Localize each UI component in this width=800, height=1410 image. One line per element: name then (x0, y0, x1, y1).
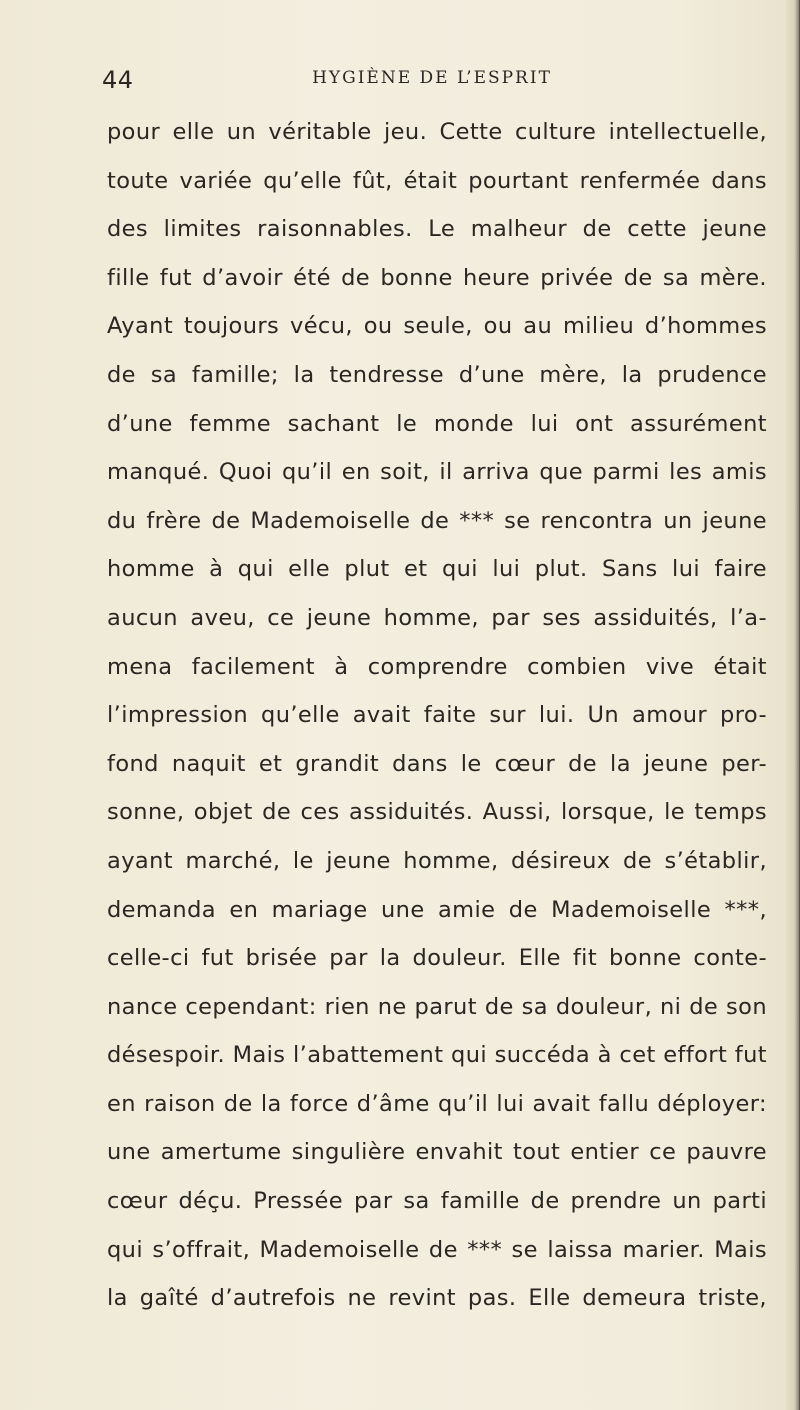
text-line: pour elle un véritable jeu. Cette culture intellectuelle, (107, 119, 767, 145)
page-edge-shadow (786, 0, 800, 1410)
text-line: fille fut d’avoir été de bonne heure privée de sa mère. (107, 264, 767, 291)
text-line: toute variée qu’elle fût, était pourtant renfermée dans (107, 167, 767, 194)
text-line: mena facilement à comprendre combien vive était (107, 653, 767, 680)
text-line: celle-ci fut brisée par la douleur. Elle fit bonne conte- (107, 945, 767, 972)
text-line: du frère de Mademoiselle de *** se rencontra un jeune (107, 507, 767, 534)
text-line: homme à qui elle plut et qui lui plut. Sans lui faire (107, 556, 767, 583)
text-line: d’une femme sachant le monde lui ont assurément (107, 410, 767, 437)
text-line: désespoir. Mais l’abattement qui succéda à cet effort fut (107, 1042, 767, 1069)
text-line: cœur déçu. Pressée par sa famille de prendre un parti (107, 1188, 767, 1215)
page-number: 44 (102, 66, 134, 94)
text-line: une amertume singulière envahit tout entier ce pauvre (107, 1139, 767, 1166)
text-line: qui s’offrait, Mademoiselle de *** se laissa marier. Mais (107, 1236, 767, 1263)
text-line: l’impression qu’elle avait faite sur lui. Un amour pro- (107, 702, 767, 729)
running-title: HYGIÈNE DE L’ESPRIT (312, 68, 552, 88)
text-line: demanda en mariage une amie de Mademoiselle ***, (107, 896, 767, 923)
text-line: des limites raisonnables. Le malheur de cette jeune (107, 216, 767, 243)
text-line: la gaîté d’autrefois ne revint pas. Elle demeura triste, (107, 1285, 767, 1312)
text-line: de sa famille; la tendresse d’une mère, la prudence (107, 361, 767, 388)
text-line: en raison de la force d’âme qu’il lui avait fallu déployer: (107, 1090, 767, 1117)
text-line: fond naquit et grandit dans le cœur de la jeune per- (107, 750, 767, 777)
text-line: nance cependant: rien ne parut de sa douleur, ni de son (107, 993, 767, 1020)
text-line: aucun aveu, ce jeune homme, par ses assiduités, l’a- (107, 604, 767, 631)
body-text (107, 108, 767, 1323)
text-line: Ayant toujours vécu, ou seule, ou au milieu d’hommes (107, 313, 767, 340)
text-line: manqué. Quoi qu’il en soit, il arriva que parmi les amis (107, 459, 767, 486)
text-line: ayant marché, le jeune homme, désireux de s’établir, (107, 847, 767, 874)
running-head (102, 66, 762, 106)
text-line: sonne, objet de ces assiduités. Aussi, lorsque, le temps (107, 799, 767, 826)
